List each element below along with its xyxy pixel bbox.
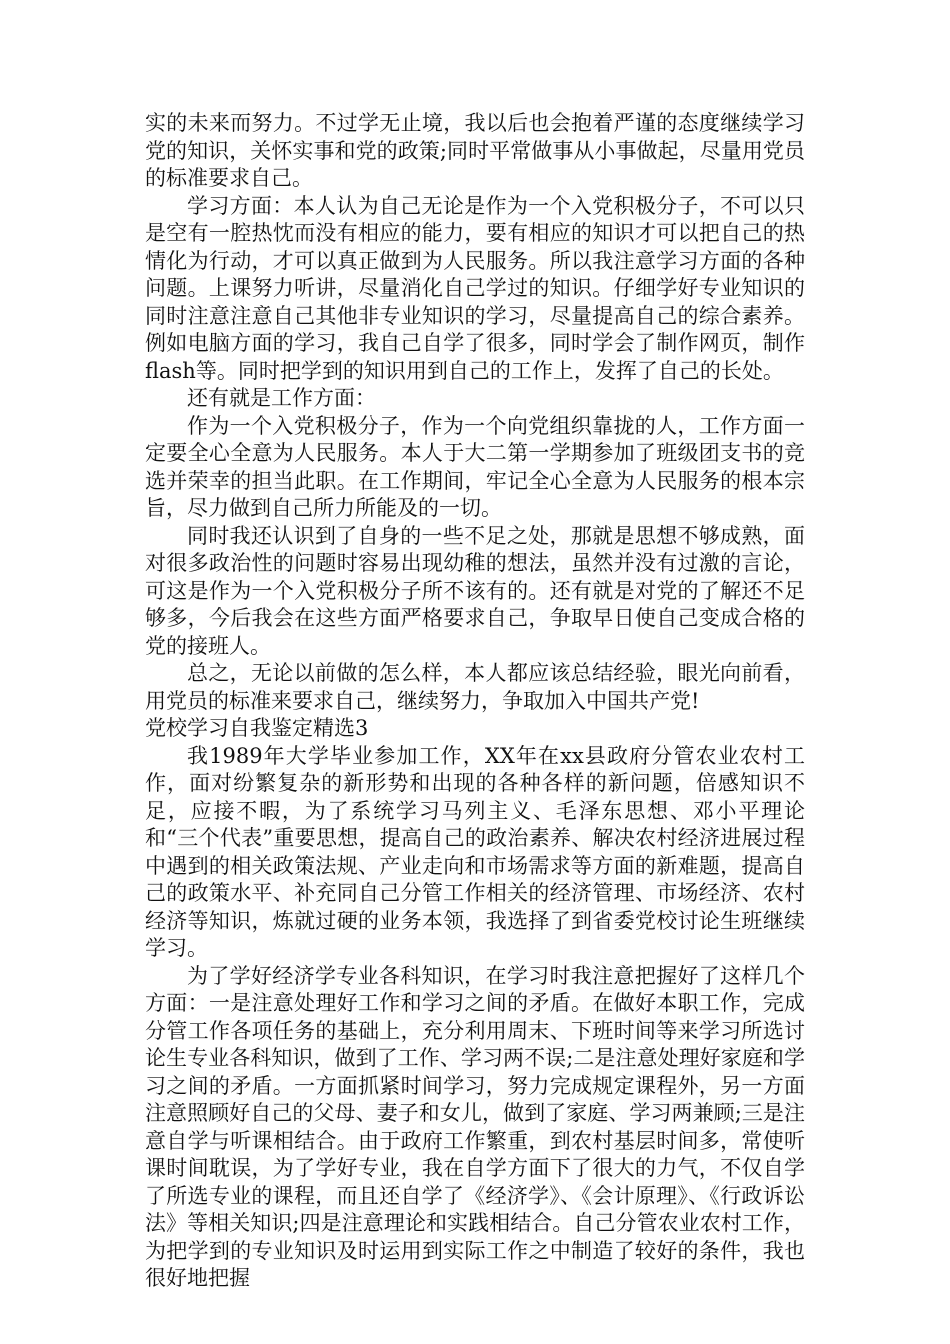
paragraph-study-aspect: 学习方面：本人认为自己无论是作为一个入党积极分子，不可以只是空有一腔热忱而没有相应的能力，要有相应的知识才可以把自己的热情化为行动，才可以真正做到为人民服务。所以我注意学习方面的各种问题。上课努力听讲，尽量消化自己学过的知识。仔细学好专业知识的同时注意注意自己其他非专业知识的学习，尽量提高自己的综合素养。例如电脑方面的学习，我自己自学了很多，同时学会了制作网页，制作flash等。同时把学到的知识用到自己的工作上，发挥了自己的长处。: [145, 193, 805, 383]
paragraph-conclusion: 总之，无论以前做的怎么样，本人都应该总结经验，眼光向前看，用党员的标准来要求自己，继续努力，争取加入中国共产党!: [145, 661, 805, 713]
paragraph-work-intro: 还有就是工作方面：: [187, 386, 376, 410]
paragraph-continuation: 实的未来而努力。不过学无止境，我以后也会抱着严谨的态度继续学习党的知识，关怀实事和党的政策;同时平常做事从小事做起，尽量用党员的标准要求自己。: [145, 111, 805, 190]
paragraph-shortcomings: 同时我还认识到了自身的一些不足之处，那就是思想不够成熟，面对很多政治性的问题时容易出现幼稚的想法，虽然并没有过激的言论，可这是作为一个入党积极分子所不该有的。还有就是对党的了解还不足够多，今后我会在这些方面严格要求自己，争取早日使自己变成合格的党的接班人。: [145, 523, 805, 658]
section-heading: 党校学习自我鉴定精选3: [145, 716, 369, 740]
document-page: [145, 110, 805, 1293]
paragraph-background: 我1989年大学毕业参加工作，XX年在xx县政府分管农业农村工作，面对纷繁复杂的新形势和出现的各种各样的新问题，倍感知识不足，应接不暇，为了系统学习马列主义、毛泽东思想、邓小平理论和“三个代表”重要思想，提高自己的政治素养、解决农村经济进展过程中遇到的相关政策法规、产业走向和市场需求等方面的新难题，提高自己的政策水平、补充同自己分管工作相关的经济管理、市场经济、农村经济等知识，炼就过硬的业务本领，我选择了到省委党校讨论生班继续学习。: [145, 743, 805, 960]
paragraph-work-aspect: 作为一个入党积极分子，作为一个向党组织靠拢的人，工作方面一定要全心全意为人民服务。本人于大二第一学期参加了班级团支书的竞选并荣幸的担当此职。在工作期间，牢记全心全意为人民服务的根本宗旨，尽力做到自己所力所能及的一切。: [145, 413, 805, 520]
paragraph-study-methods: 为了学好经济学专业各科知识，在学习时我注意把握好了这样几个方面：一是注意处理好工作和学习之间的矛盾。在做好本职工作，完成分管工作各项任务的基础上，充分利用周末、下班时间等来学习所选讨论生专业各科知识，做到了工作、学习两不误;二是注意处理好家庭和学习之间的矛盾。一方面抓紧时间学习，努力完成规定课程外，另一方面注意照顾好自己的父母、妻子和女儿，做到了家庭、学习两兼顾;三是注意自学与听课相结合。由于政府工作繁重，到农村基层时间多，常使听课时间耽误，为了学好专业，我在自学方面下了很大的力气，不仅自学了所选专业的课程，而且还自学了《经济学》、《会计原理》、《行政诉讼法》等相关知识;四是注意理论和实践相结合。自己分管农业农村工作，为把学到的专业知识及时运用到实际工作之中制造了较好的条件，我也很好地把握: [145, 963, 805, 1290]
